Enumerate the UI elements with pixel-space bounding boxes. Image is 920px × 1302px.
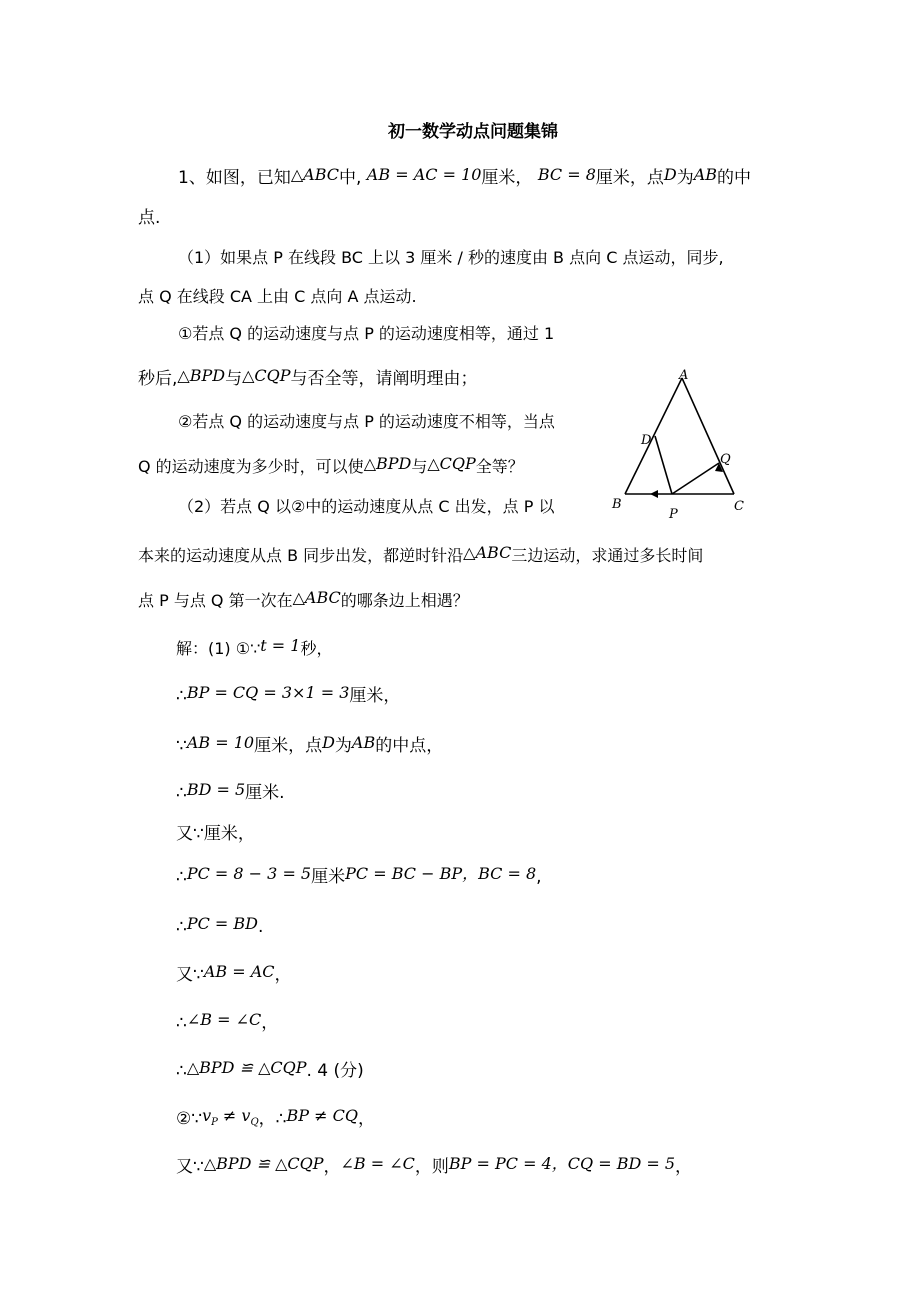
side-ab bbox=[625, 378, 682, 494]
sub-1-line-1: ①若点 Q 的运动速度与点 P 的运动速度相等，通过 1 bbox=[178, 324, 555, 343]
label-c: C bbox=[734, 499, 744, 514]
solution-row-7: ∴PC = BD. bbox=[176, 914, 264, 937]
part-1-line-1: （1）如果点 P 在线段 BC 上以 3 厘米 / 秒的速度由 B 点向 C 点运动，同步, bbox=[178, 248, 724, 267]
sub-2-line-2: Q 的运动速度为多少时，可以使△BPD与△CQP全等？ bbox=[138, 454, 524, 476]
solution-row-5: 又∵厘米， bbox=[176, 824, 255, 844]
solution-row-11: $②\because v_P \ne v_Q$，∴BP ≠ CQ， bbox=[176, 1106, 375, 1129]
label-p: P bbox=[669, 507, 678, 520]
document-title: 初一数学动点问题集锦 bbox=[388, 122, 558, 142]
part-2-line-2: 本来的运动速度从点 B 同步出发，都逆时针沿△ABC三边运动，求通过多长时间 bbox=[138, 543, 704, 565]
triangle-figure bbox=[606, 366, 756, 520]
solution-row-3: ∵AB = 10厘米，点D为AB的中点， bbox=[176, 733, 444, 756]
label-d: D bbox=[641, 433, 652, 448]
arrow-p-icon bbox=[650, 490, 658, 498]
solution-row-8: 又∵AB = AC， bbox=[176, 962, 292, 985]
part-2-line-3: 点 P 与点 Q 第一次在△ABC的哪条边上相遇？ bbox=[138, 588, 469, 610]
segment-dp bbox=[655, 436, 672, 494]
solution-row-2: ∴BP = CQ = 3×1 = 3厘米， bbox=[176, 683, 401, 706]
part-2-line-1: （2）若点 Q 以②中的运动速度从点 C 出发，点 P 以 bbox=[178, 497, 555, 516]
label-b: B bbox=[612, 497, 622, 512]
segment-pq bbox=[672, 463, 719, 494]
label-q: Q bbox=[720, 452, 731, 467]
solution-row-4: ∴BD = 5厘米. bbox=[176, 780, 285, 803]
solution-row-10: ∴△BPD ≌ △CQP. 4 (分) bbox=[176, 1058, 364, 1081]
question-1-line-1: 1、如图，已知△ABC中, AB = AC = 10厘米， BC = 8厘米，点D为AB的中 bbox=[178, 165, 752, 188]
part-1-line-2: 点 Q 在线段 CA 上由 C 点向 A 点运动. bbox=[138, 287, 417, 306]
side-ac bbox=[682, 378, 734, 494]
sub-2-line-1: ②若点 Q 的运动速度与点 P 的运动速度不相等，当点 bbox=[178, 412, 555, 431]
label-a: A bbox=[679, 368, 689, 383]
solution-row-12: 又∵△BPD ≌ △CQP，∠B = ∠C，则BP = PC = 4，CQ = BD = 5， bbox=[176, 1154, 693, 1177]
question-1-line-2: 点. bbox=[138, 208, 161, 228]
solution-row-9: ∴∠B = ∠C， bbox=[176, 1010, 279, 1033]
solution-row-1: 解：(1) ①∵t = 1秒， bbox=[176, 636, 333, 658]
solution-row-6: ∴PC = 8 − 3 = 5厘米PC = BC − BP，BC = 8, bbox=[176, 864, 542, 887]
sub-1-line-2: 秒后,△BPD与△CQP与否全等，请阐明理由； bbox=[138, 366, 478, 389]
